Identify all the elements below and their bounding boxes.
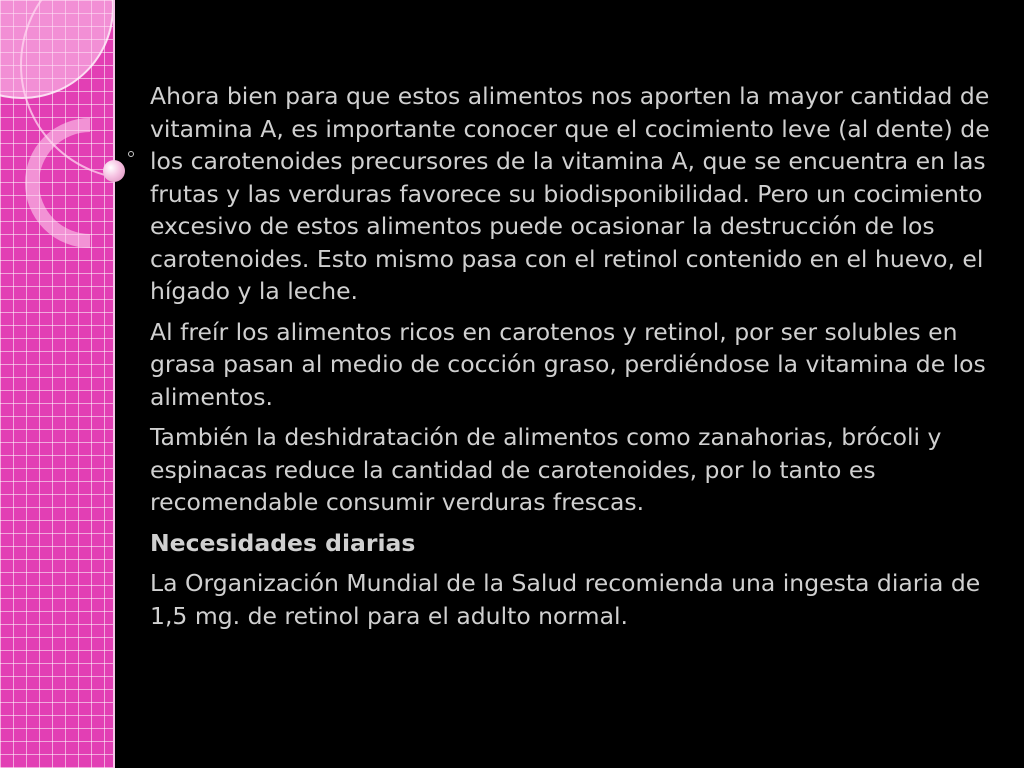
paragraph-dehydration: También la deshidratación de alimentos como zanahorias, brócoli y espinacas reduce la cantidad de carotenoides, por lo tanto es recomendable consumir verduras frescas.: [150, 423, 942, 516]
section-heading: Necesidades diarias: [150, 528, 416, 557]
bullet-ring-icon: [128, 151, 134, 157]
paragraph-daily-needs: La Organización Mundial de la Salud recomienda una ingesta diaria de 1,5 mg. de retinol para el adulto normal.: [150, 569, 981, 630]
paragraph-frying: Al freír los alimentos ricos en carotenos y retinol, por ser solubles en grasa pasan al medio de cocción graso, perdiéndose la vitamina de los alimentos.: [150, 317, 986, 411]
decorative-bead: [103, 160, 125, 182]
slide-body-text: [150, 80, 990, 640]
decorative-pink-grid-band: [0, 0, 113, 768]
band-edge-line: [113, 0, 115, 768]
paragraph-cooking: Ahora bien para que estos alimentos nos aporten la mayor cantidad de vitamina A, es importante conocer que el cocimiento leve (al dente) de los carotenoides precursores de la vitamina A, que se encuentra en las frutas y las verduras favorece su biodisponibilidad. Pero un cocimiento excesivo de estos alimentos puede ocasionar la destrucción de los carotenoides. Esto mismo pasa con el retinol contenido en el huevo, el hígado y la leche.: [150, 82, 990, 305]
